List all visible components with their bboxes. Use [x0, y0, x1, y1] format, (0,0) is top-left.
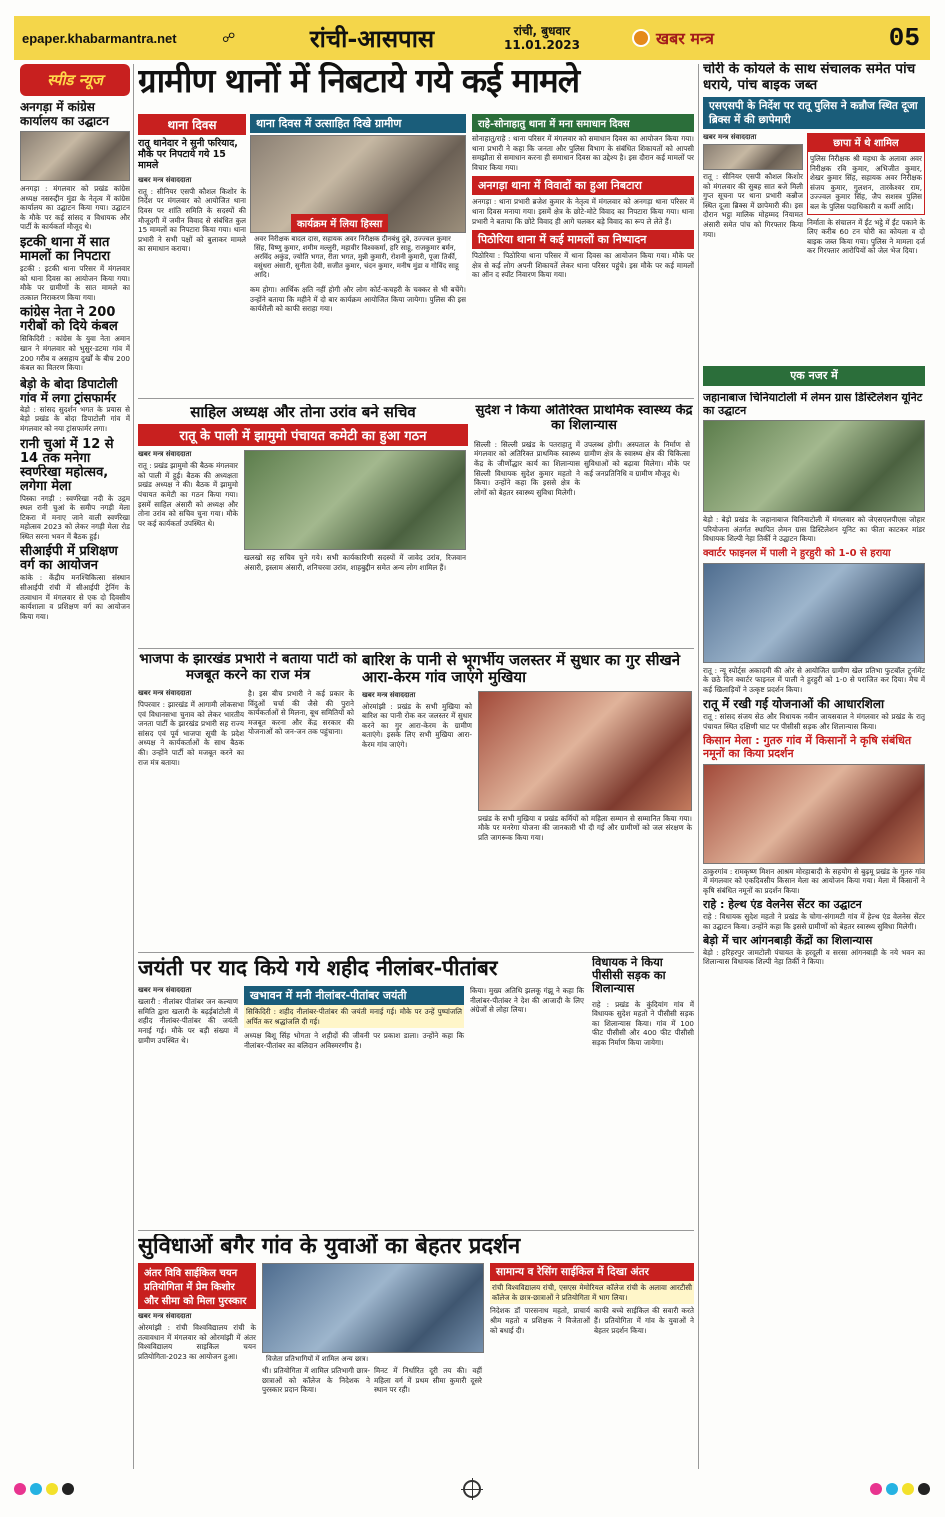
sudesh-story	[474, 404, 694, 644]
left-text-5: पिस्का नगड़ी : स्वर्णरेखा नदी के उद्गम स्थल रानी चुआं के समीप नगड़ी मेला टिकरा में मनाए जाने वाली स्वर्णरेखा महोत्सव 2023 को लेकर नगड़ी मेला रोड स्थित सरना भवन में बैठक हुई।	[20, 493, 130, 541]
magenta-dot	[14, 1483, 26, 1495]
thana-diwas-text: रातू : सीनियर एसपी कौशल किशोर के निर्देश पर मंगलवार को आयोजित थाना दिवस पर शांति समिति के सदस्यों की मौजूदगी में जमीन विवाद से संबंधित कुल 15 मामलों का निपटारा किया गया। थाना प्रभारी ने सभी पक्षों को बुलाकर मामले का समाधान कराया।	[138, 186, 246, 254]
yojana-text: रातू : सांसद संजय सेठ और विधायक नवीन जायसवाल ने मंगलवार को प्रखंड के रातू पंचायत स्थित दक्षिणी घाट पर पीसीसी सड़क और शिलान्यास किया।	[703, 712, 925, 731]
youth-band-text: रांची विश्वविद्यालय रांची, एसएस मेमोरियल कॉलेज रांची के अलावा आरटीसी कॉलेज के छात्र-छात्राओं ने प्रतियोगिता में भाग लिया।	[490, 1281, 694, 1304]
youth-text-3: मिनट में निर्धारित दूरी तय की। वहीं महिला वर्ग में प्रथम सीमा कुमारी दूसरे स्थान पर रही।	[374, 1366, 482, 1395]
football-text: रातू : न्यू स्पोर्ट्स अकादमी की ओर से आयोजित ग्रामीण खेल प्रतिभा फुटबॉल टूर्नामेंट के छठे दिन क्वार्टर फाइनल में पाली ने हुरहुरी को 1-0 से पराजित कर दिया। मैच में कई खिलाड़ियों ने उत्कृष्ट प्रदर्शन किया।	[703, 665, 925, 694]
jhamumo-story	[138, 404, 468, 644]
registration-target-icon	[463, 1480, 481, 1498]
rain-story	[362, 652, 694, 948]
yojana-headline[interactable]: रातू में रखी गई योजनाओं की आधारशिला	[703, 697, 885, 712]
thana-diwas-story	[138, 114, 246, 394]
site-url[interactable]: epaper.khabarmantra.net	[22, 30, 177, 46]
football-photo	[703, 563, 925, 663]
lemongrass-headline[interactable]: जहानाबाज चिनियाटोली में लेमन ग्रास डिस्टिलेशन यूनिट का उद्घाटन	[703, 392, 923, 417]
thana-photo-story	[250, 114, 466, 394]
kisan-headline[interactable]: किसान मेला : गुतरु गांव में किसानों ने कृषि संबंधित नमूनों का किया प्रदर्शन	[703, 734, 912, 760]
brand-name: खबर मन्त्र	[656, 29, 714, 48]
byline: खबर मन्त्र संवाददाता	[138, 1312, 192, 1321]
byline: खबर मन्त्र संवाददाता	[138, 689, 192, 698]
coal-photo	[703, 144, 803, 170]
left-headline-6[interactable]: सीआईपी में प्रशिक्षण वर्ग का आयोजन	[20, 544, 118, 574]
coal-band: एसएसपी के निर्देश पर रातू पुलिस ने कन्नौज स्थित दूजा ब्रिक्स में की छापेमारी	[703, 97, 925, 129]
youth-band: सामान्य व रेसिंग साईकिल में दिखा अंतर	[490, 1263, 694, 1281]
byline: खबर मन्त्र संवाददाता	[138, 175, 192, 184]
thana-photo	[250, 135, 466, 233]
magenta-dot	[870, 1483, 882, 1495]
jhamumo-text: रातू : प्रखंड झामुमो की बैठक मंगलवार को पाली में हुई। बैठक की अध्यक्षता प्रखंड अध्यक्ष ने की। बैठक में झामुमो पंचायत कमेटी का गठन किया गया। इसमें साहिल अंसारी को अध्यक्ष और तोना उरांव को सचिव चुना गया। मौके पर कई कार्यकर्ता उपस्थित थे।	[138, 461, 238, 528]
bjp-story	[138, 652, 358, 948]
mid-column-stories	[472, 114, 694, 396]
section-title: रांची-आसपास	[309, 23, 435, 53]
masthead	[14, 16, 930, 60]
city-day: रांची, बुधवार	[513, 24, 571, 38]
youth-story	[138, 1234, 694, 1472]
youth-text-2: थी। प्रतियोगिता में शामिल प्रतिभागी छात्र-छात्राओं को कॉलेज के निदेशक ने पुरस्कार प्रदान किया।	[262, 1366, 370, 1395]
left-text-4: बेड़ो : सांसद सुदर्शन भगत के प्रयास से बेड़ो प्रखंड के बोदा डिपाटोली गांव में मंगलवार को नया ट्रांसफार्मर लगा।	[20, 404, 130, 433]
column-divider	[133, 64, 134, 1469]
road-text: राहे : प्रखंड के कुंदियांग गांव में विधायक सुदेश महतो ने पीसीसी सड़क का शिलान्यास किया। गांव में 100 फीट पीसीसी और 400 फीट पीसीसी सड़क निर्माण किया जायेगा।	[592, 999, 694, 1048]
top-story-headline-block	[138, 62, 694, 108]
anganbadi-text: बेड़ो : हरिहरपुर जामटोली पंचायत के हरदूली व सरसा आंगनबाड़ी के नये भवन का शिलान्यास विधायक शिल्पी नेहा तिर्की ने किया।	[703, 947, 925, 967]
thana-photo-text: कम होगा। आर्थिक क्षति नहीं होगी और लोग कोर्ट-कचहरी के चक्कर से भी बचेंगे। उन्होंने बताया कि महीने में दो बार कार्यक्रम आयोजित किया जायेगा। पुलिस की इस कार्यशैली को काफी सराहा गया।	[250, 285, 466, 314]
football-headline[interactable]: क्वार्टर फाइनल में पाली ने हुरहुरी को 1-0 से हराया	[703, 548, 891, 560]
wellness-text: राहे : विधायक सुदेश महतो ने प्रखंड के चोगा-संगामटी गांव में हेल्थ एंड वेलनेस सेंटर का उद्घाटन किया। उन्होंने कहा कि इससे ग्रामीणों को बेहतर स्वास्थ्य सुविधा मिलेगी।	[703, 912, 925, 931]
bjp-text-2: है। इस बीच प्रभारी ने कई प्रकार के विंदुओं चर्चा की जैसे की पुराने कार्यकर्ताओं से मिलना, बूथ समितियों को मजबूत करना और केंद्र सरकार की योजनाओं को जन-जन तक पहुंचाना।	[248, 689, 354, 737]
yellow-dot	[46, 1483, 58, 1495]
byline: खबर मन्त्र संवाददाता	[138, 450, 192, 459]
jayanti-band: खभावन में मनी नीलांबर-पीतांबर जयंती	[244, 986, 464, 1005]
pithoria-text: पिठोरिया : पिठोरिया थाना परिसर में थाना दिवस का आयोजन किया गया। मौके पर क्षेत्र से कई लोग अपनी शिकायतें लेकर थाना परिसर पहुंचे। इस मौके पर कई मामलों का ऑन द स्पॉट निवारण किया गया।	[472, 251, 694, 280]
youth-photo-caption: विजेता प्रतिभागियों में शामिल अन्य छात्र।	[262, 1353, 484, 1366]
jayanti-text-3: किया। मुख्य अतिथि झलकू गंझू ने कहा कि नीलांबर-पीतांबर ने देश की आजादी के लिए अंग्रेजों से लोहा लिया।	[470, 986, 584, 1015]
sudesh-text: सिल्ली : सिल्ली प्रखंड के पतराहातु में मंगलवार को अतिरिक्त प्राथमिक स्वास्थ्य केंद्र के जीर्णोद्धार कार्य का शिलान्यास सिल्ली विधायक सुदेश कुमार महतो ने किया। उन्होंने कहा कि इससे क्षेत्र के लोगों को बेहतर स्वास्थ्य सुविधा मिलेगी।	[474, 439, 580, 497]
youth-text-5: काफी बच्चे साईकिल की सवारी करते हैं। प्रतियोगिता में गांव के युवाओं ने बेहतर प्रदर्शन किया।	[594, 1306, 694, 1335]
coal-text-2: निर्माता के संचालन में ईंट भट्ठे में ईंट पकाने के लिए करीब 60 टन चोरी का कोयला व दो बाइक जब्त किया गया। पुलिस ने मामला दर्ज कर गिरफ्तार आरोपियों को जेल भेज दिया।	[807, 217, 925, 256]
road-headline[interactable]: विधायक ने किया पीसीसी सड़क का शिलान्यास	[592, 956, 666, 996]
cyan-dot	[30, 1483, 42, 1495]
road-story	[592, 956, 694, 1226]
rain-photo	[478, 691, 692, 811]
coal-headline[interactable]: चोरी के कोयले के साथ संचालक समेत पांच धराये, पांच बाइक जब्त	[703, 62, 916, 93]
black-dot	[918, 1483, 930, 1495]
issue-date: 11.01.2023	[504, 38, 580, 52]
cursor-icon: ☍	[222, 30, 236, 46]
angda-band[interactable]: अनगड़ा थाना में विवादों का हुआ निबटारा	[472, 176, 694, 195]
jhamumo-text-2: खलखो सह सचिव चुने गये। सभी कार्यकारिणी सदस्यों में जावेद उरांव, रिजवान अंसारी, इस्लाम अंसारी, शनिचरवा उरांव, शाहबुद्दीन समेत अन्य लोग शामिल हैं।	[244, 553, 466, 572]
coal-text: रातू : सीनियर एसपी कौशल किशोर को मंगलवार की सुबह सात बजे मिली गुप्त सूचना पर थाना प्रभारी कन्नौज स्थित दूजा ब्रिक्स में छापेमारी की। इस दौरान भट्ठा मालिक मोहम्मद नियामत अंसारी समेत पांच को गिरफ्तार किया गया।	[703, 172, 803, 239]
thana-diwas-subhead[interactable]: रातू थानेदार ने सुनी फरियाद, मौके पर निपटाये गये 15 मामले	[138, 138, 238, 171]
jayanti-headline[interactable]: जयंती पर याद किये गये शहीद नीलांबर-पीतांबर	[138, 956, 498, 980]
section-divider	[138, 1230, 694, 1231]
pithoria-band[interactable]: पिठोरिया थाना में कई मामलों का निष्पादन	[472, 230, 694, 249]
cyan-dot	[886, 1483, 898, 1495]
yellow-dot	[902, 1483, 914, 1495]
wellness-headline[interactable]: राहे : हेल्थ एंड वेलनेस सेंटर का उद्घाटन	[703, 898, 862, 912]
section-divider	[138, 952, 694, 953]
left-text-2: इटकी : इटकी थाना परिसर में मंगलवार को थाना दिवस का आयोजन किया गया। मौके पर ग्रामीणों के सात मामले का तत्काल निराकरण किया गया।	[20, 263, 130, 302]
right-mid-column	[703, 392, 925, 1472]
youth-text-4: निदेशक डॉ पारसनाथ महतो, प्राचार्य श्रीम महतो व प्रशिक्षक ने विजेताओं को बधाई दी।	[490, 1306, 590, 1335]
byline: खबर मन्त्र संवाददाता	[138, 986, 192, 995]
date-block	[482, 24, 602, 52]
left-text-1: अनगड़ा : मंगलवार को प्रखंड कांग्रेस अध्यक्ष नसरुद्दीन मुंडा के नेतृत्व में कांग्रेस कार्यालय का उद्घाटन किया गया। उद्घाटन के मौके पर कई सांसद व विधायक और पार्टी के कार्यकर्ता मौजूद थे।	[20, 184, 130, 232]
lemongrass-photo	[703, 420, 925, 512]
youth-subhead: अंतर विवि साईकिल चयन प्रतियोगिता में प्रेम किशोर और सीमा को मिला पुरस्कार	[138, 1263, 256, 1309]
angda-text: अनगड़ा : थाना प्रभारी ब्रजेश कुमार के नेतृत्व में मंगलवार को अनगड़ा थाना परिसर में थाना दिवस मनाया गया। इसमें क्षेत्र के छोटे-मोटे विवाद का निपटारा किया गया। थाना प्रभारी ने बताया कि छोटे विवाद ही आगे चलकर बड़े विवाद का रूप ले लेते हैं।	[472, 197, 694, 226]
left-headline-3[interactable]: कांग्रेस नेता ने 200 गरीबों को दिये कंबल	[20, 305, 118, 335]
section-divider	[138, 648, 694, 649]
left-headline-5[interactable]: रानी चुआं में 12 से 14 तक मनेगा स्वर्णरेखा महोत्सव, लगेगा मेला	[20, 436, 114, 494]
brand-logo-icon	[632, 29, 650, 47]
thana-diwas-tag: थाना दिवस	[138, 114, 246, 135]
color-dots-left	[14, 1483, 74, 1495]
rahe-text: सोनाहातु/राहे : थाना परिसर में मंगलवार को समाधान दिवस का आयोजन किया गया। थाना प्रभारी ने कहा कि जनता और पुलिस विभाग के संबंधित शिकायतों को आपसी समझौता से समाधान करना ही समाधान दिवस का उद्देश्य है। इस दौरान कई मामलों पर विचार किया गया।	[472, 134, 694, 172]
thana-photo-tag: थाना दिवस में उत्साहित दिखे ग्रामीण	[250, 114, 466, 133]
black-dot	[62, 1483, 74, 1495]
youth-text: ओरमांझी : रांची विश्वविद्यालय रांची के तत्वावधान में मंगलवार को ओरमांझी में अंतर विश्वविद्यालय साइकिल चयन प्रतियोगिता-2023 का आयोजन हुआ।	[138, 1323, 256, 1362]
ek-nazar-band: एक नजर में	[703, 366, 925, 386]
jhamumo-photo	[244, 450, 466, 550]
jayanti-text: खलारी : नीलांबर पीतांबर जन कल्याण समिति द्वारा खलारी के बढ़ईबांटोली में शहीद नीलांबर-पीतांबर की जयंती मनाई गई। मौके पर बड़ी संख्या में ग्रामीण उपस्थित थे।	[138, 997, 238, 1045]
thana-photo-label: कार्यक्रम में लिया हिस्सा	[291, 214, 388, 232]
column-divider	[698, 64, 699, 1469]
left-headline-2[interactable]: इटकी थाना में सात मामलों का निपटारा	[20, 234, 111, 264]
left-photo-1	[20, 131, 130, 181]
jayanti-band-text: सिकिदिरी : शहीद नीलांबर-पीतांबर की जयंती मनाई गई। मौके पर उन्हें पुष्पांजलि अर्पित कर श्रद्धांजलि दी गई।	[244, 1005, 464, 1028]
raid-box-text: पुलिस निरीक्षक श्री महथा के अलावा अवर निरीक्षक रवि कुमार, अभिजीत कुमार, शेखर कुमार सिंह, सहायक अवर निरीक्षक संजय कुमार, गुलशन, तारकेश्वर राम, उज्ज्वल कुमार सिंह, जैप सशस्त्र पुलिस बल के पुलिस पदाधिकारी व कर्मी आदि।	[807, 151, 925, 215]
kisan-text: ठाकुरगांव : रामकृष्ण मिशन आश्रम मोरहाबादी के सहयोग से बुढ़मू प्रखंड के गुतरु गांव में मंगलवार को एकदिवसीय किसान मेला का आयोजन किया गया। मेला में किसानों ने कृषि संबंधित नमूनों का प्रदर्शन किया।	[703, 866, 925, 895]
print-registration-marks	[14, 1478, 930, 1500]
rain-text: ओरमांझी : प्रखंड के सभी मुखिया को बारिश का पानी रोक कर जलस्तर में सुधार करने का गुर आरा-केरम के ग्रामीण बताएंगे। इसके लिए सभी मुखिया आरा-केरम गांव जाएंगे।	[362, 701, 472, 749]
section-divider	[138, 398, 694, 399]
left-text-6: कांके : केंद्रीय मनश्चिकित्सा संस्थान सीआईपी रांची में सीआईपी ट्रेनिंग के तत्वाधान में मंगलवार से एक दो दिवसीय कार्यशाला व प्रशिक्षण वर्ग का आयोजन किया गया।	[20, 573, 130, 621]
byline: खबर मन्त्र संवाददाता	[703, 133, 757, 142]
bjp-headline[interactable]: भाजपा के झारखंड प्रभारी ने बताया पार्टी को मजबूत करने का राज मंत्र	[139, 652, 357, 683]
brand-logo	[632, 27, 782, 49]
jhamumo-headline[interactable]: रातू के पाली में झामुमो पंचायत कमेटी का हुआ गठन	[138, 424, 468, 446]
anganbadi-headline[interactable]: बेड़ो में चार आंगनबाड़ी केंद्रों का शिलान्यास	[703, 934, 873, 948]
jayanti-story	[138, 956, 588, 1226]
top-story-headline[interactable]: ग्रामीण थानों में निबटाये गये कई मामले	[138, 62, 580, 100]
left-headline-1[interactable]: अनगड़ा में कांग्रेस कार्यालय का उद्घाटन	[20, 100, 109, 128]
left-text-3: सिकिदिरी : कांग्रेस के युवा नेता अमान खान ने मंगलवार को भुसुर-डटमा गांव में 200 गरीब व असहाय दुर्खों के बीच 200 कंबल का वितरण किया।	[20, 334, 130, 373]
rahe-band[interactable]: राहे-सोनाहातु थाना में मना समाधान दिवस	[472, 114, 694, 132]
bjp-text: पिपरवार : झारखंड में आगामी लोकसभा एवं विधानसभा चुनाव को लेकर भारतीय जनता पार्टी के झारखंड प्रभारी सह राज्य सांसद एवं पूर्व भाजपा सूची के प्रदेश अध्यक्ष ने कार्यकर्ताओं के साथ बैठक की। उन्होंने पार्टी को मजबूत करने का राज मंत्र बताया।	[138, 700, 244, 767]
jayanti-text-2: अध्यक्ष बिशू सिंह भोगता ने शहीदों की जीवनी पर प्रकाश डाला। उन्होंने कहा कि नीलांबर-पीतांबर का बलिदान अविस्मरणीय है।	[244, 1031, 464, 1050]
youth-photo	[262, 1263, 484, 1353]
coal-story	[703, 62, 925, 362]
byline: खबर मन्त्र संवाददाता	[362, 690, 416, 699]
left-headline-4[interactable]: बेड़ो के बोदा डिपाटोली गांव में लगा ट्रांसफार्मर	[20, 376, 118, 405]
speed-news-column	[20, 64, 130, 1464]
lemongrass-text: बेड़ो : बेड़ो प्रखंड के जहानाबाज चिनियाटोली में मंगलवार को जेएसएलपीएस जोहार परियोजना अंतर्गत स्थापित लेमन ग्रास डिस्टिलेशन यूनिट का फीता काटकर मांडर विधायक शिल्पी नेहा तिर्की ने उद्घाटन किया।	[703, 515, 925, 544]
sudesh-text-2: उपलब्ध होगी। अस्पताल के निर्माण से ग्रामीण क्षेत्र के स्वास्थ्य क्षेत्र की चिकित्सा सुविधाओं को बढ़ावा मिलेगा। मौके पर कई जनप्रतिनिधि व ग्रामीण मौजूद थे।	[584, 439, 690, 478]
jhamumo-kicker: साहिल अध्यक्ष और तोना उरांव बने सचिव	[190, 404, 416, 421]
speed-news-badge: स्पीड न्यूज	[20, 64, 130, 96]
thana-photo-caption: अवर निरीक्षक बादल दास, सहायक अवर निरीक्षक दीनबंधु दुबे, उज्ज्वल कुमार सिंह, विष्णु कुमार, शमीम मल्लुरी, महावीर विश्वकर्मा, हरि साहू, राजकुमार बर्मन, अरविंद अकुंड, ज्योति भगत, रीता भगत, मुन्नी कुमारी, रोशनी कुमारी, पूजा तिर्की, वसुंधरा अंसारी, सुनीता देवी, सजीत कुमार, चंदन कुमार, मनीष मुंडा व गोविंद साहू आदि।	[250, 233, 466, 282]
page-number: 05	[888, 23, 920, 53]
rain-headline[interactable]: बारिश के पानी से भूगर्भीय जलस्तर में सुधार का गुर सीखने आरा-केरम गांव जाएंगे मुखिया	[362, 652, 681, 687]
youth-headline[interactable]: सुविधाओं बगैर गांव के युवाओं का बेहतर प्रदर्शन	[138, 1234, 521, 1259]
kisan-photo	[703, 764, 925, 864]
sudesh-headline[interactable]: सुदेश ने किया अतिरिक्त प्राथमिक स्वास्थ्य केंद्र का शिलान्यास	[475, 404, 693, 433]
rain-text-2: प्रखंड के सभी मुखिया व प्रखंड कर्मियों को महिला सम्मान से सम्मानित किया गया। मौके पर मनरेगा योजना की जानकारी भी दी गई और ग्रामीणों को जल संरक्षण के प्रति जागरूक किया गया।	[478, 813, 692, 842]
raid-box-title: छापा में थे शामिल	[807, 133, 925, 151]
color-dots-right	[870, 1483, 930, 1495]
